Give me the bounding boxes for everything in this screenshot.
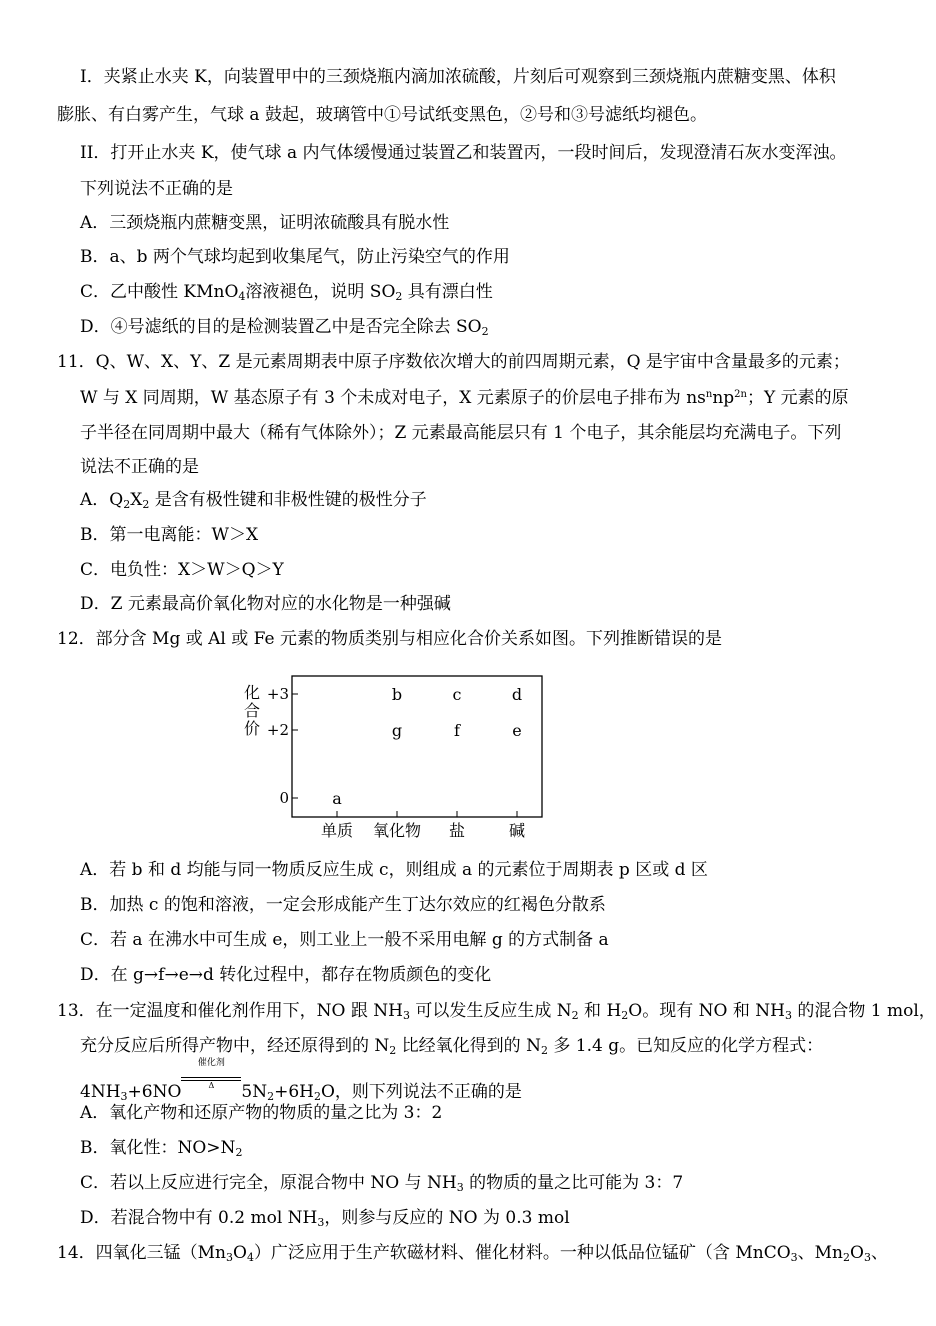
y-axis-label-char: 价 <box>243 719 261 738</box>
point-d: d <box>511 685 523 704</box>
valence-chart <box>222 668 552 848</box>
q11-stem-line2: W 与 X 同周期，W 基态原子有 3 个未成对电子，X 元素原子的价层电子排布为 $ns^nnp^{2n}$；Y 元素的原 <box>80 388 849 408</box>
y-axis-label <box>244 683 260 738</box>
passage-prompt: 下列说法不正确的是 <box>80 179 233 199</box>
x-tick-label: 盐 <box>448 821 466 840</box>
x-tick-label: 氧化物 <box>372 821 422 840</box>
q12-option-a: A．若 b 和 d 均能与同一物质反应生成 c，则组成 a 的元素位于周期表 p 区或 d 区 <box>80 860 708 880</box>
q10-option-d: D．④号滤纸的目的是检测装置乙中是否完全除去 $SO_2$ <box>80 317 489 338</box>
q13-option-a: A．氧化产物和还原产物的物质的量之比为 3：2 <box>80 1103 443 1123</box>
q13-option-b: B．氧化性：$NO>N_2$ <box>80 1138 243 1159</box>
point-e: e <box>512 721 522 740</box>
q13-option-d: D．若混合物中有 0.2 mol $NH_3$，则参与反应的 NO 为 0.3 mol <box>80 1208 570 1229</box>
x-tick-label: 碱 <box>508 821 526 840</box>
q13-stem-line1: 13．在一定温度和催化剂作用下，NO 跟 $NH_3$ 可以发生反应生成 $N_2$ 和 $H_2O$。现有 NO 和 $NH_3$ 的混合物 1 mol， <box>57 1001 936 1022</box>
q10-option-b: B．a、b 两个气球均起到收集尾气，防止污染空气的作用 <box>80 247 510 267</box>
point-a: a <box>332 789 342 808</box>
q11-option-c: C．电负性：X＞W＞Q＞Y <box>80 560 284 580</box>
q10-option-a: A．三颈烧瓶内蔗糖变黑，证明浓硫酸具有脱水性 <box>80 213 450 233</box>
x-tick-label: 单质 <box>320 821 354 840</box>
passage-step2: II．打开止水夹 K，使气球 a 内气体缓慢通过装置乙和装置丙，一段时间后，发现澄清石灰水变浑浊。 <box>80 143 847 163</box>
y-axis-label-char: 合 <box>243 701 261 720</box>
y-tick-label: +2 <box>266 721 289 739</box>
passage-step1-line1: I．夹紧止水夹 K，向装置甲中的三颈烧瓶内滴加浓硫酸，片刻后可观察到三颈烧瓶内蔗糖变黑、体积 <box>80 67 836 87</box>
q12-option-d: D．在 g→f→e→d 转化过程中，都存在物质颜色的变化 <box>80 965 492 985</box>
point-c: c <box>452 685 462 704</box>
q11-option-d: D．Z 元素最高价氧化物对应的水化物是一种强碱 <box>80 594 451 614</box>
valence-chart-svg <box>222 668 552 848</box>
q11-stem-line3: 子半径在同周期中最大（稀有气体除外）；Z 元素最高能层只有 1 个电子，其余能层均充满电子。下列 <box>80 423 842 443</box>
y-tick-label: +3 <box>266 685 289 703</box>
q14-stem: 14．四氧化三锰$(Mn_3O_4)$广泛应用于生产软磁材料、催化材料。一种以低品位锰矿（含 MnCO$_3$、$Mn_2O_3$、 <box>57 1243 888 1264</box>
q11-stem-line4: 说法不正确的是 <box>80 457 199 477</box>
q13-stem-line2: 充分反应后所得产物中，经还原得到的 $N_2$ 比经氧化得到的 $N_2$ 多 1.4 g。已知反应的化学方程式： <box>80 1036 824 1057</box>
q11-stem-line1: 11．Q、W、X、Y、Z 是元素周期表中原子序数依次增大的前四周期元素，Q 是宇宙中含量最多的元素； <box>57 352 850 372</box>
q12-option-b: B．加热 c 的饱和溶液，一定会形成能产生丁达尔效应的红褐色分散系 <box>80 895 606 915</box>
y-tick-label: 0 <box>279 789 289 807</box>
passage-step1-line2: 膨胀、有白雾产生，气球 a 鼓起，玻璃管中①号试纸变黑色，②号和③号滤纸均褪色。 <box>57 105 707 125</box>
q13-equation: $4NH_3+6NO$ 催化剂 Δ $5N_2+6H_2O$，则下列说法不正确的是 <box>80 1058 522 1103</box>
point-f: f <box>454 721 460 740</box>
q10-option-c: C．乙中酸性 KMnO$_4$溶液褪色，说明 $SO_2$ 具有漂白性 <box>80 282 493 303</box>
q12-stem: 12．部分含 Mg 或 Al 或 Fe 元素的物质类别与相应化合价关系如图。下列推断错误的是 <box>57 629 722 649</box>
chart-frame <box>292 676 542 817</box>
point-g: g <box>391 721 403 740</box>
q13-option-c: C．若以上反应进行完全，原混合物中 NO 与 $NH_3$ 的物质的量之比可能为 3：7 <box>80 1173 684 1194</box>
q11-option-a: A．$Q_2X_2$ 是含有极性键和非极性键的极性分子 <box>80 490 427 511</box>
q11-option-b: B．第一电离能：W＞X <box>80 525 259 545</box>
reaction-arrow-condition: 催化剂 Δ <box>181 1068 241 1103</box>
point-b: b <box>391 685 403 704</box>
y-axis-label-char: 化 <box>243 683 261 702</box>
q12-option-c: C．若 a 在沸水中可生成 e，则工业上一般不采用电解 g 的方式制备 a <box>80 930 609 950</box>
